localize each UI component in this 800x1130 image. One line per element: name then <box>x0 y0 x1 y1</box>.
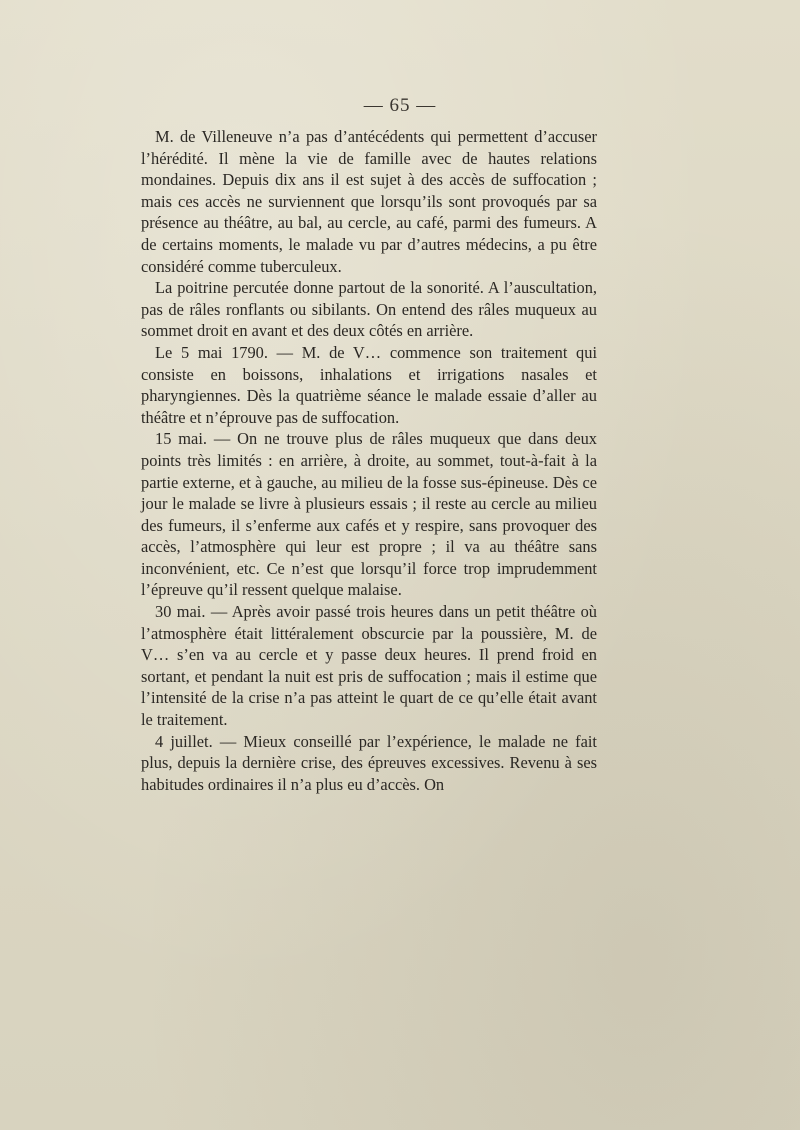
paragraph-may-15: 15 mai. — On ne trouve plus de râles muqueux que dans deux points très limités : en arrière, à droite, au sommet, tout-à-fait à la partie externe, et à gauche, au milieu de la fosse sus-épineuse. Dès ce jour le malade se livre à plusieurs essais ; il reste au cercle au milieu des fumeurs, il s’enferme aux cafés et y respire, sans provoquer des accès, l’atmosphère qui leur est propre ; il va au théâtre sans inconvénient, etc. Ce n’est que lorsqu’il force trop imprudemment l’épreuve qu’il ressent quelque malaise. <box>141 429 597 600</box>
paragraph-july-4: 4 juillet. — Mieux conseillé par l’expérience, le malade ne fait plus, depuis la dernière crise, des épreuves excessives. Revenu à ses habitudes ordinaires il n’a plus eu d’accès. On <box>141 731 597 794</box>
paragraph-history: M. de Villeneuve n’a pas d’antécédents qui permettent d’accuser l’hérédité. Il mène la vie de famille avec de hautes relations mondaines. Depuis dix ans il est sujet à des accès de suffocation ; mais ces accès ne surviennent que lorsqu’ils sont provoqués par sa présence au théâtre, au bal, au cercle, au café, parmi des fumeurs. A de certains moments, le malade vu par d’autres médecins, a pu être considéré comme tuberculeux. <box>141 127 597 276</box>
paragraph-auscultation: La poitrine percutée donne partout de la sonorité. A l’auscultation, pas de râles ronflants ou sibilants. On entend des râles muqueux au sommet droit en avant et des deux côtés en arrière. <box>141 278 597 341</box>
paragraph-may-5: Le 5 mai 1790. — M. de V… commence son traitement qui consiste en boissons, inhalations et irrigations nasales et pharyngiennes. Dès la quatrième séance le malade essaie d’aller au théâtre et n’éprouve pas de suffocation. <box>141 342 597 427</box>
body-text <box>141 126 597 795</box>
page-number: — 65 — <box>363 95 437 116</box>
paragraph-may-30: 30 mai. — Après avoir passé trois heures dans un petit théâtre où l’atmosphère était littéralement obscurcie par la poussière, M. de V… s’en va au cercle et y passe deux heures. Il prend froid en sortant, et pendant la nuit est pris de suffocation ; mais il estime que l’intensité de la crise n’a pas atteint le quart de ce qu’elle était avant le traitement. <box>141 602 597 730</box>
